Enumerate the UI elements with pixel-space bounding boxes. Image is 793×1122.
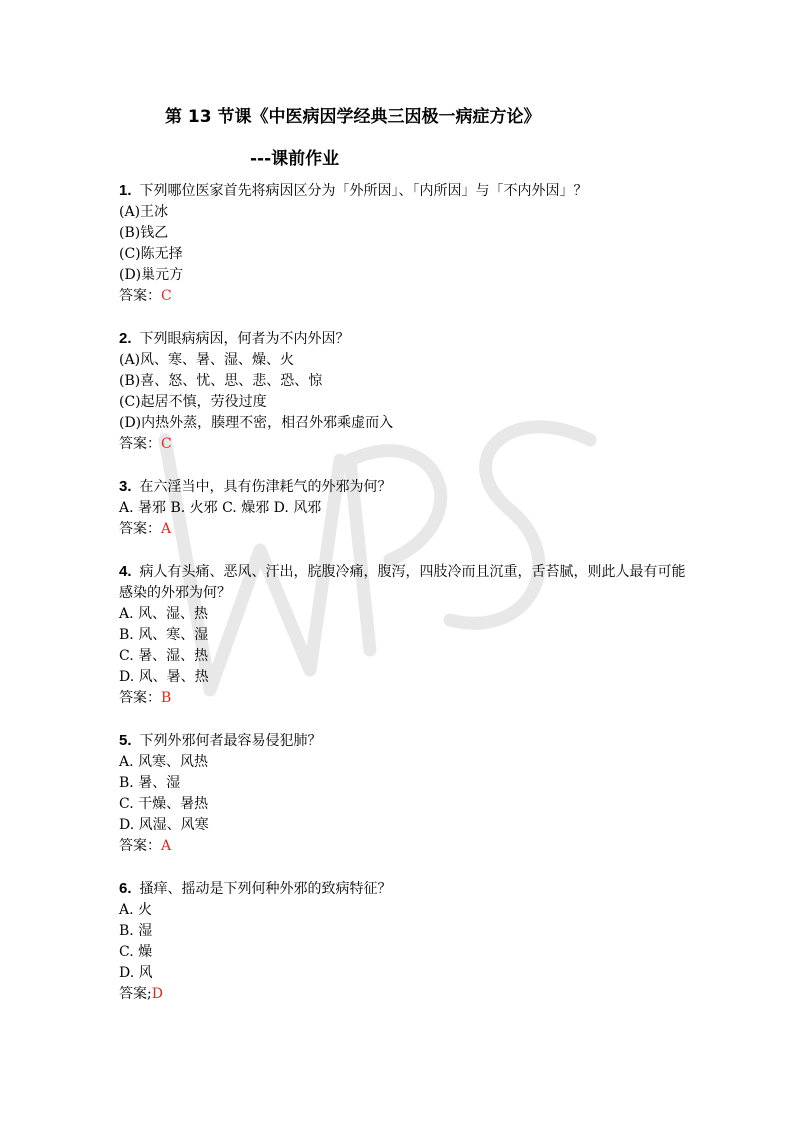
question-text: 下列外邪何者最容易侵犯肺？ xyxy=(139,733,322,749)
question-number: 6. xyxy=(119,880,132,897)
option-c: C. 燥 xyxy=(119,944,153,960)
option-d: (D)巢元方 xyxy=(119,267,184,283)
question-3 xyxy=(119,476,689,540)
answer-line xyxy=(119,286,689,307)
question-text: 在六淫当中，具有伤津耗气的外邪为何？ xyxy=(139,479,392,495)
answer-label: 答案： xyxy=(119,521,161,537)
question-text: 下列哪位医家首先将病因区分为「外所因」、「内所因」与「不内外因」？ xyxy=(139,183,588,199)
answer-label: 答案： xyxy=(119,690,161,706)
option-c: C. 干燥、暑热 xyxy=(119,796,209,812)
answer-value: B xyxy=(161,690,172,706)
answer-line xyxy=(119,688,689,709)
answer-label: 答案： xyxy=(119,436,161,452)
option-a: (A)风、寒、暑、湿、燥、火 xyxy=(119,352,295,368)
option-c: (C)陈无择 xyxy=(119,246,183,262)
question-text: 下列眼病病因，何者为不内外因？ xyxy=(139,331,350,347)
question-number: 3. xyxy=(119,478,132,495)
document-subtitle: ---课前作业 xyxy=(250,149,340,169)
option-d: D. 风湿、风寒 xyxy=(119,817,209,833)
answer-label: 答案： xyxy=(119,288,161,304)
answer-value: C xyxy=(161,288,172,304)
question-stem xyxy=(119,561,689,604)
question-number: 1. xyxy=(119,182,132,199)
answer-line xyxy=(119,836,689,857)
option-d: D. 风 xyxy=(119,965,153,981)
option-c: C. 暑、湿、热 xyxy=(119,648,209,664)
question-stem xyxy=(119,730,689,752)
answer-label: 答案; xyxy=(119,986,152,1002)
option-d: D. 风、暑、热 xyxy=(119,669,209,685)
question-stem xyxy=(119,180,689,202)
question-stem xyxy=(119,878,689,900)
question-6 xyxy=(119,878,689,1005)
option-b: (B)喜、怒、忧、思、悲、恐、惊 xyxy=(119,373,323,389)
option-d: (D)内热外蒸，腠理不密，相召外邪乘虚而入 xyxy=(119,415,394,431)
answer-value: D xyxy=(151,986,163,1002)
answer-line xyxy=(119,434,689,455)
option-b: B. 湿 xyxy=(119,923,153,939)
options-inline: A. 暑邪 B. 火邪 C. 燥邪 D. 风邪 xyxy=(119,500,322,516)
question-text: 病人有头痛、恶风、汗出，脘腹冷痛，腹泻，四肢冷而且沉重，舌苔腻，则此人最有可能感染的外邪为何？ xyxy=(119,564,686,601)
question-4 xyxy=(119,561,689,709)
document-title: 第 13 节课《中医病因学经典三因极一病症方论》 xyxy=(165,107,541,127)
option-b: B. 风、寒、湿 xyxy=(119,627,209,643)
answer-value: A xyxy=(161,838,172,854)
answer-value: C xyxy=(161,436,172,452)
question-number: 4. xyxy=(119,563,132,580)
question-2 xyxy=(119,328,689,455)
question-1 xyxy=(119,180,689,307)
answer-line xyxy=(119,519,689,540)
option-a: (A)王冰 xyxy=(119,204,169,220)
option-c: (C)起居不慎，劳役过度 xyxy=(119,394,267,410)
answer-value: A xyxy=(161,521,172,537)
question-stem xyxy=(119,476,689,498)
option-a: A. 火 xyxy=(119,902,153,918)
question-number: 5. xyxy=(119,732,132,749)
question-stem xyxy=(119,328,689,350)
option-b: B. 暑、湿 xyxy=(119,775,181,791)
option-a: A. 风寒、风热 xyxy=(119,754,209,770)
question-5 xyxy=(119,730,689,857)
option-a: A. 风、湿、热 xyxy=(119,606,209,622)
question-list xyxy=(119,180,689,1026)
question-number: 2. xyxy=(119,330,132,347)
answer-label: 答案： xyxy=(119,838,161,854)
question-text: 搔痒、摇动是下列何种外邪的致病特征？ xyxy=(139,881,392,897)
answer-line xyxy=(119,984,689,1005)
option-b: (B)钱乙 xyxy=(119,225,169,241)
